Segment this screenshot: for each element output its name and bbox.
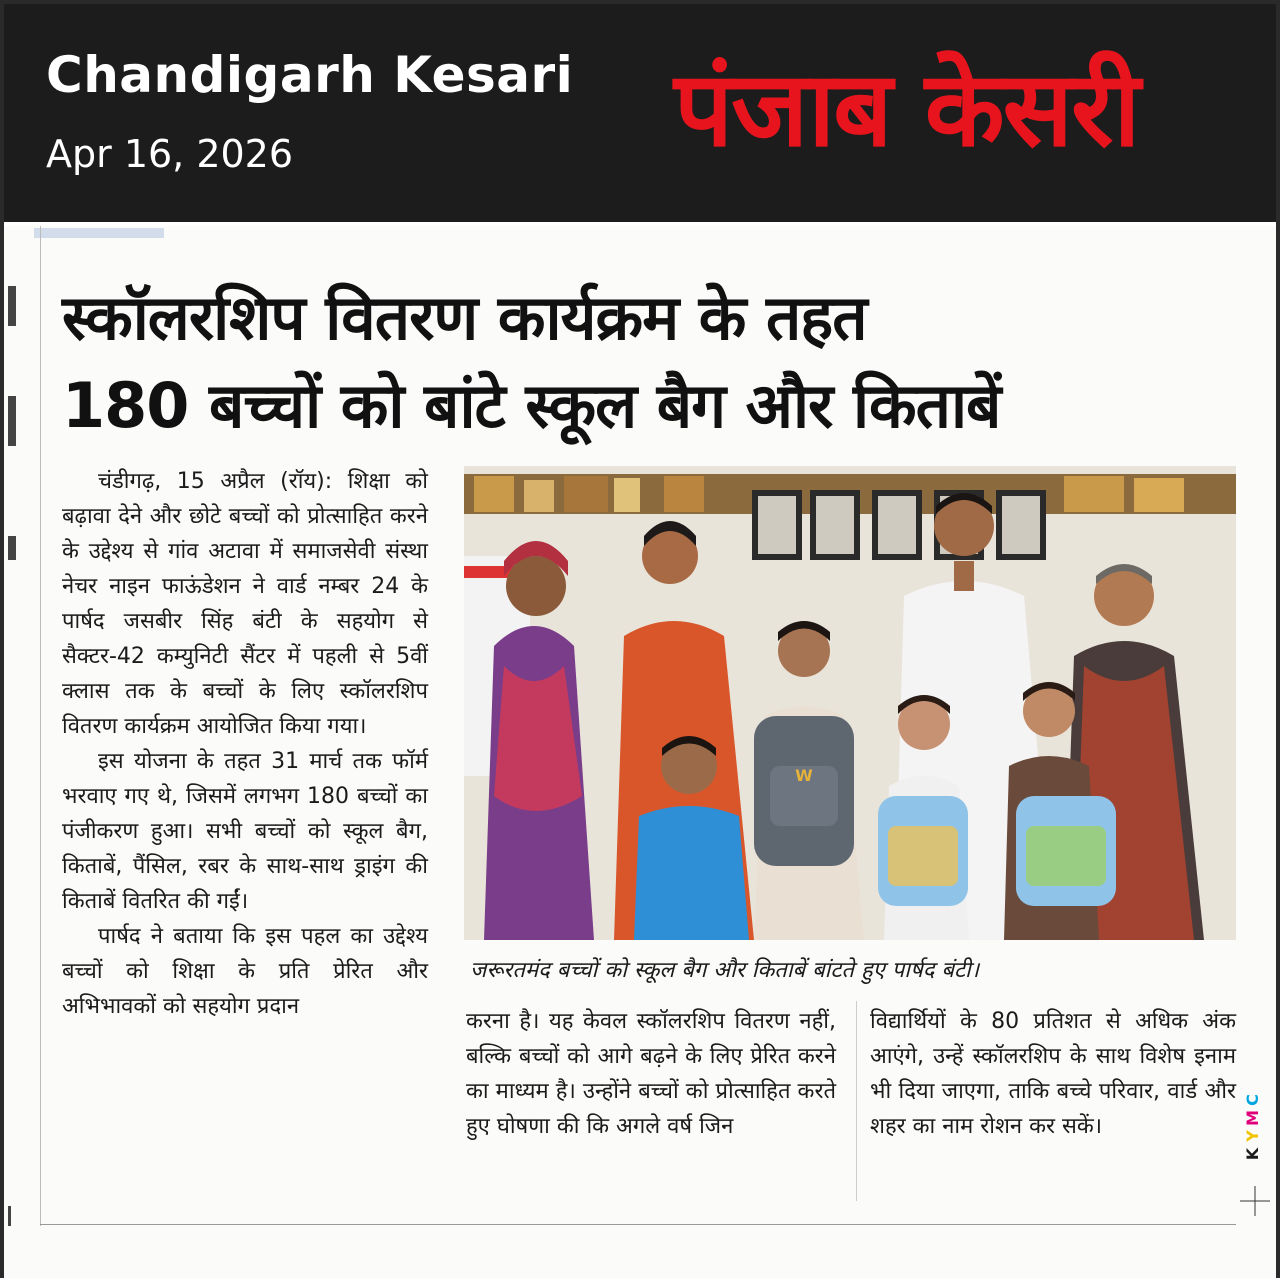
photo-caption: जरूरतमंद बच्चों को स्कूल बैग और किताबें बांटते हुए पार्षद बंटी। [470, 958, 980, 983]
group-photo-illustration [464, 466, 1236, 940]
edition-name: Chandigarh Kesari [46, 46, 574, 104]
cmyk-print-mark [1242, 1091, 1264, 1163]
publication-date: Apr 16, 2026 [46, 132, 294, 176]
article-column-1 [62, 464, 428, 1024]
article-photo [464, 466, 1236, 940]
cmyk-letter: C [1243, 1094, 1262, 1106]
article-column-2 [466, 1004, 836, 1144]
article-paragraph: विद्यार्थियों के 80 प्रतिशत से अधिक अंक आएंगे, उन्हें स्कॉलरशिप के साथ विशेष इनाम भी दिया जाएगा, ताकि बच्चे परिवार, वार्ड और शहर का नाम रोशन कर सकें। [870, 1009, 1236, 1139]
headline-line-1: स्कॉलरशिप वितरण कार्यक्रम के तहत [62, 281, 867, 354]
news-clipping [4, 226, 1276, 1278]
article-paragraph: करना है। यह केवल स्कॉलरशिप वितरण नहीं, बल्कि बच्चों को आगे बढ़ने के लिए प्रेरित करने का माध्यम है। उन्होंने बच्चों को प्रोत्साहित करते हुए घोषणा की कि अगले वर्ष जिन [466, 1009, 836, 1139]
cmyk-letter: M [1243, 1110, 1262, 1126]
article-column-3 [870, 1004, 1236, 1144]
column-rule [40, 226, 41, 1226]
article-paragraph: पार्षद ने बताया कि इस पहल का उद्देश्य बच्चों को शिक्षा के प्रति प्रेरित और अभिभावकों को सहयोग प्रदान [62, 924, 428, 1019]
registration-mark-icon [1240, 1186, 1270, 1216]
adjacent-column-fragment [4, 256, 22, 1256]
clipping-tape-strip [34, 228, 164, 238]
newspaper-masthead: पंजाब केसरी [674, 48, 1139, 170]
svg-text:W: W [795, 766, 813, 785]
bottom-rule [40, 1224, 1236, 1225]
article-paragraph: इस योजना के तहत 31 मार्च तक फॉर्म भरवाए गए थे, जिसमें लगभग 180 बच्चों का पंजीकरण हुआ। सभी बच्चों को स्कूल बैग, किताबें, पैंसिल, रबर के साथ-साथ ड्राइंग की किताबें वितरित की गईं। [62, 749, 428, 914]
cmyk-letter: K [1243, 1147, 1262, 1161]
article-paragraph: चंडीगढ़, 15 अप्रैल (रॉय): शिक्षा को बढ़ावा देने और छोटे बच्चों को प्रोत्साहित करने के उद्देश्य से गांव अटावा में समाजसेवी संस्था नेचर नाइन फाऊंडेशन ने वार्ड नम्बर 24 के पार्षद जसबीर सिंह बंटी के सहयोग से सैक्टर-42 कम्युनिटी सैंटर में पहली से 5वीं क्लास तक के बच्चों के लिए स्कॉलरशिप वितरण कार्यक्रम आयोजित किया गया। [62, 469, 428, 739]
article-headline [62, 274, 1252, 450]
cmyk-letter: Y [1243, 1130, 1262, 1142]
header-bar [4, 4, 1276, 222]
headline-line-2: 180 बच्चों को बांटे स्कूल बैग और किताबें [62, 369, 1001, 442]
column-divider [856, 1001, 857, 1201]
